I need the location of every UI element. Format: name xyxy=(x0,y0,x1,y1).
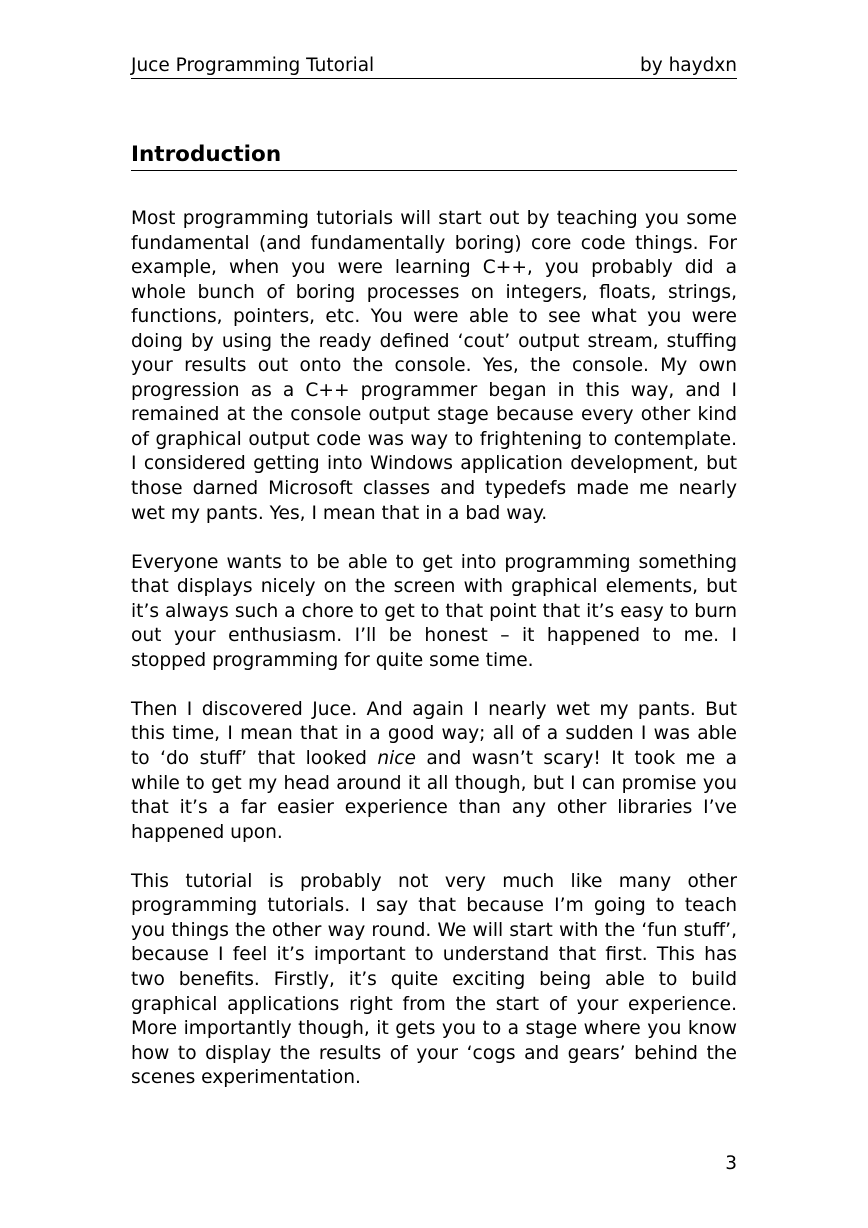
paragraph-2: Everyone wants to be able to get into programming something that displays nicely on the screen with graphical elements, but it’s always such a chore to get to that point that it’s easy to burn out your enthusiasm. I’ll be honest – it happened to me. I stopped programming for quite some time. xyxy=(131,551,737,671)
page-number: 3 xyxy=(725,1153,737,1174)
running-header xyxy=(131,53,737,79)
paragraph-3-after: and wasn’t scary! It took me a while to get my head around it all though, but I can promise you that it’s a far easier experience than any other libraries I’ve happened upon. xyxy=(131,748,737,843)
document-page xyxy=(131,0,737,1228)
section-title: Introduction xyxy=(131,140,737,171)
paragraph-3 xyxy=(131,698,737,845)
paragraph-3-emphasis: nice xyxy=(377,748,416,770)
header-title: Juce Programming Tutorial xyxy=(131,55,375,76)
paragraph-1: Most programming tutorials will start out by teaching you some fundamental (and fundamentally boring) core code things. For example, when you were learning C++, you probably did a whole bunch of boring processes on integers, floats, strings, functions, pointers, etc. You were able to see what you were doing by using the ready defined ‘cout’ output stream, stuffing your results out onto the console. Yes, the console. My own progression as a C++ programmer began in this way, and I remained at the console output stage because every other kind of graphical output code was way to frightening to contemplate. I considered getting into Windows application development, but those darned Microsoft classes and typedefs made me nearly wet my pants. Yes, I mean that in a bad way. xyxy=(131,208,737,524)
paragraph-3-before: Then I discovered Juce. And again I nearly wet my pants. But this time, I mean that in a good way; all of a sudden I was able to ‘do stuff’ that looked xyxy=(131,698,737,770)
paragraph-4: This tutorial is probably not very much like many other programming tutorials. I say that because I’m going to teach you things the other way round. We will start with the ‘fun stuff’, because I feel it’s important to understand that first. This has two benefits. Firstly, it’s quite exciting being able to build graphical applications right from the start of your experience. More importantly though, it gets you to a stage where you know how to display the results of your ‘cogs and gears’ behind the scenes experimentation. xyxy=(131,870,737,1089)
body-text xyxy=(131,207,737,1115)
header-author: by haydxn xyxy=(640,55,737,76)
